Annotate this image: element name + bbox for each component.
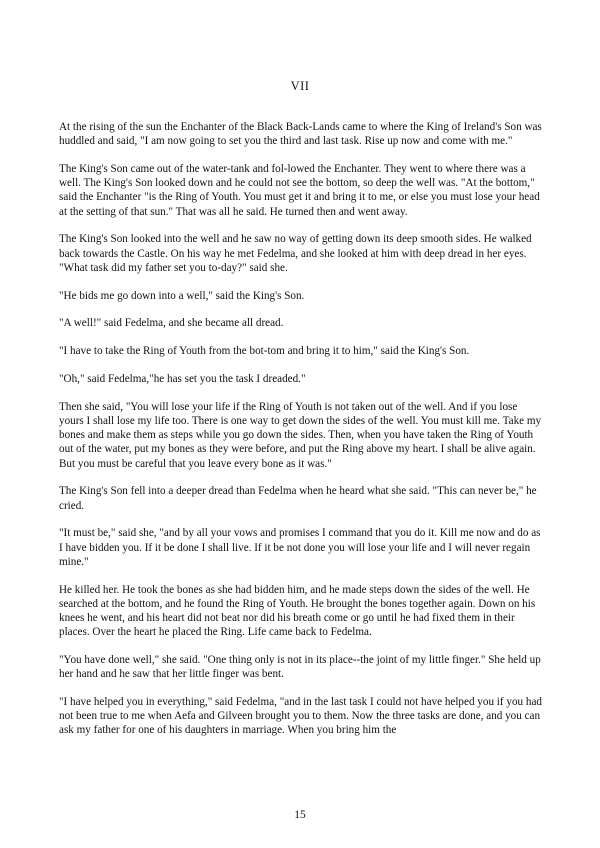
paragraph: "You have done well," she said. "One thing only is not in its place--the joint of my little finger." She held up her hand and he saw that her little finger was bent. — [59, 654, 541, 681]
paragraph: "A well!" said Fedelma, and she became all dread. — [59, 317, 284, 330]
paragraph: Then she said, "You will lose your life if the Ring of Youth is not taken out of the well. And if you lose yours I shall lose my life too. There is one way to get down the sides of the well. You must kill me. Take my bones and make them as steps while you go down the sides. Then, when you have taken the Ring of Youth out of the water, put my bones as they were before, and put the Ring above my heart. I shall be alive again. But you must be careful that you leave every bone as it was." — [59, 400, 542, 470]
paragraph: "I have to take the Ring of Youth from the bot-tom and bring it to him," said the King's Son. — [59, 345, 470, 358]
page-number: 15 — [294, 809, 306, 821]
paragraph: The King's Son fell into a deeper dread than Fedelma when he heard what she said. "This can never be," he cried. — [59, 485, 537, 512]
paragraph: "He bids me go down into a well," said the King's Son. — [59, 289, 305, 302]
paragraph: "Oh," said Fedelma,"he has set you the task I dreaded." — [59, 373, 306, 385]
paragraph: "I have helped you in everything," said Fedelma, "and in the last task I could not have helped you if you had not been true to me when Aefa and Gilveen brought you to them. Now the three tasks are done, and you can ask my father for one of his daughters in marriage. When you bring him the — [59, 696, 542, 737]
paragraph: The King's Son came out of the water-tank and fol-lowed the Enchanter. They went to where there was a well. The King's Son looked down and he could not see the bottom, so deep the well was. "At the bottom," said the Enchanter "is the Ring of Youth. You must get it and bring it to me, or else you must lose your head at the setting of that sun." That was all he said. He turned then and went away. — [59, 163, 540, 218]
chapter-heading: VII — [290, 79, 310, 93]
paragraph: At the rising of the sun the Enchanter of the Black Back-Lands came to where the King of Ireland's Son was huddled and said, "I am now going to set you the third and last task. Rise up now and come with me." — [59, 121, 542, 148]
paragraph: "It must be," said she, "and by all your vows and promises I command that you do it. Kill me now and do as I have bidden you. If it be done I shall live. If it be not done you will lose your life and I will never regain mine." — [59, 527, 541, 568]
body-text — [59, 120, 543, 751]
paragraph: The King's Son looked into the well and he saw no way of getting down its deep smooth sides. He walked back towards the Castle. On his way he met Fedelma, and she looked at him with deep dread in her eyes. "What task did my father set you to-day?" said she. — [59, 233, 532, 274]
paragraph: He killed her. He took the bones as she had bidden him, and he made steps down the sides of the well. He searched at the bottom, and he found the Ring of Youth. He brought the bones together again. Down on his knees he went, and his heart did not beat nor did his breath come or go until he had fixed them in their places. Over the heart he placed the Ring. Life came back to Fedelma. — [59, 583, 536, 639]
